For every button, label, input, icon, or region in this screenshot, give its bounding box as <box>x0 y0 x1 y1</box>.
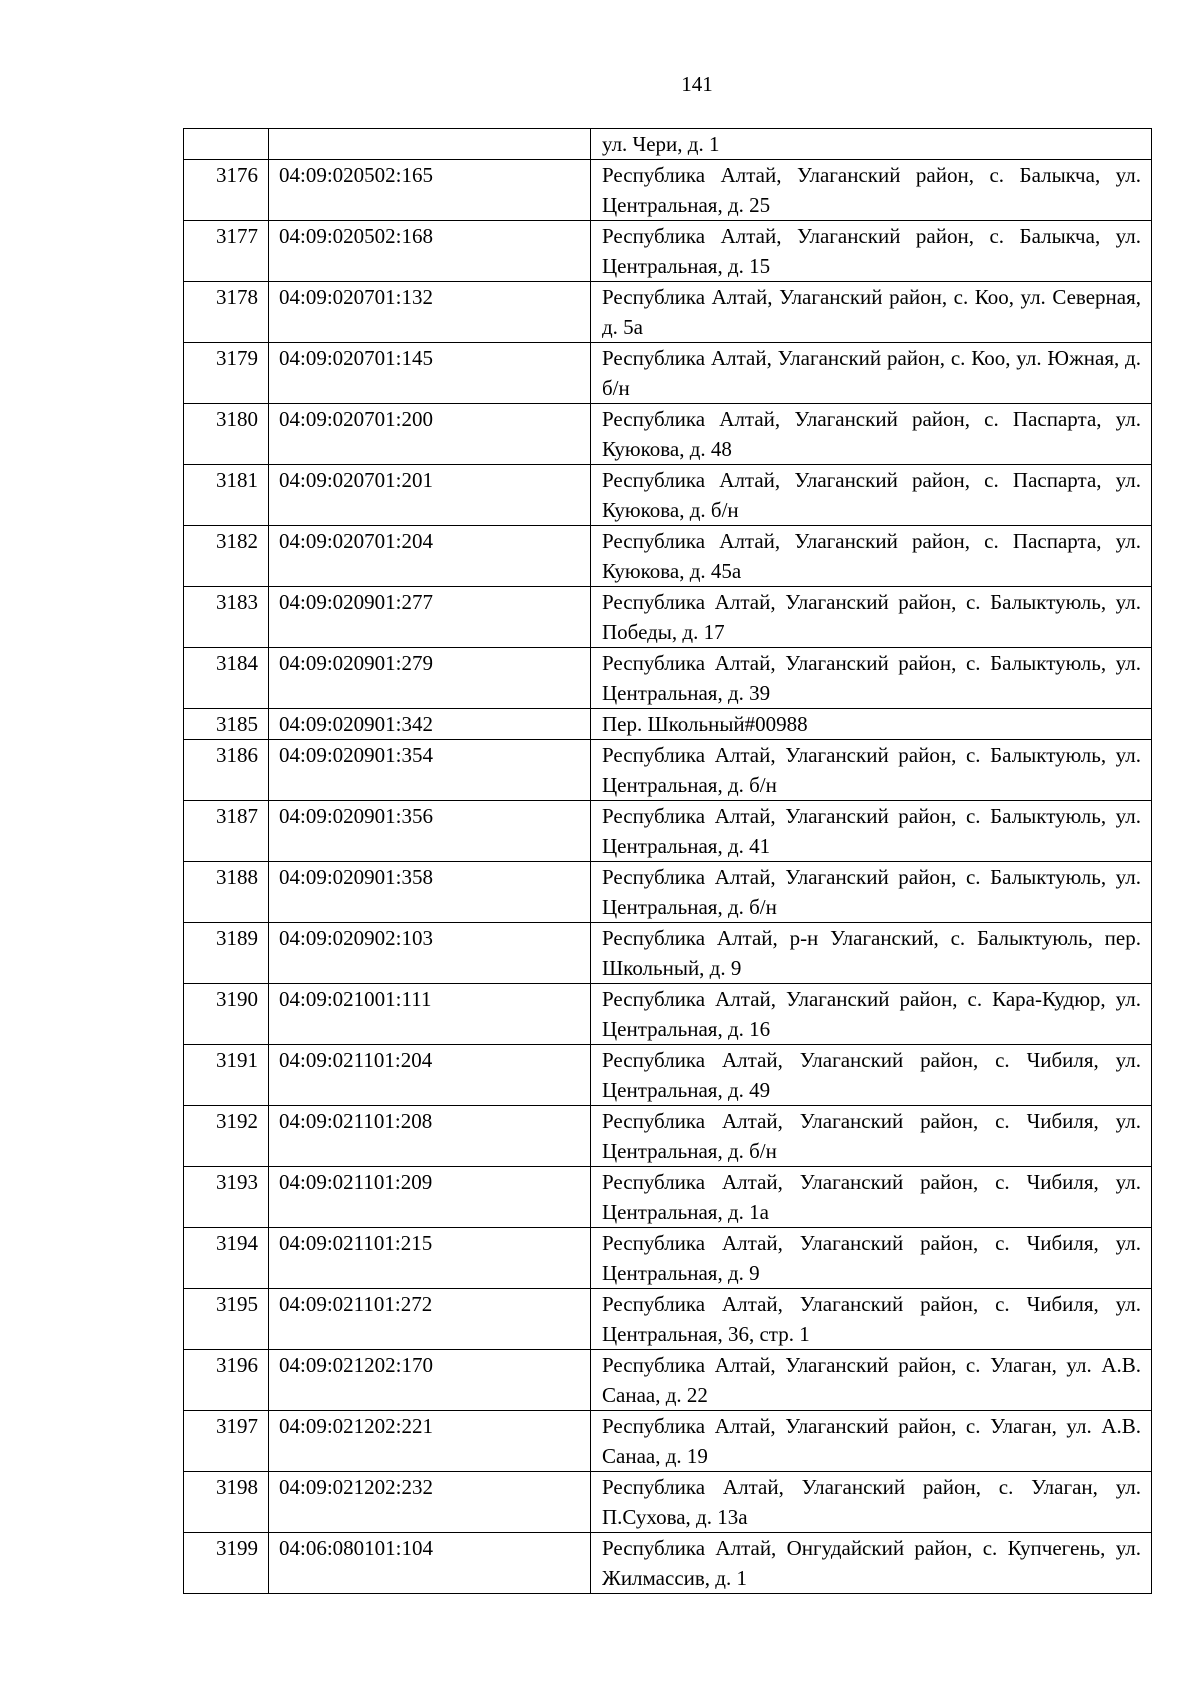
table-row <box>184 1472 1152 1533</box>
cadastral-number: 04:09:020902:103 <box>269 923 591 984</box>
cadastral-number: 04:09:021101:272 <box>269 1289 591 1350</box>
table-row <box>184 343 1152 404</box>
table-row <box>184 129 1152 160</box>
table-row <box>184 1106 1152 1167</box>
page-number: 141 <box>681 72 713 96</box>
address: Республика Алтай, Улаганский район, с. Чибиля, ул. Центральная, д. 1а <box>591 1167 1152 1228</box>
row-number: 3185 <box>184 709 269 740</box>
address: Республика Алтай, Улаганский район, с. Чибиля, ул. Центральная, 36, стр. 1 <box>591 1289 1152 1350</box>
address: Республика Алтай, Улаганский район, с. Балыктуюль, ул. Победы, д. 17 <box>591 587 1152 648</box>
table-row <box>184 740 1152 801</box>
row-number: 3194 <box>184 1228 269 1289</box>
cadastral-number: 04:09:021101:208 <box>269 1106 591 1167</box>
cadastral-number: 04:09:021101:204 <box>269 1045 591 1106</box>
cadastral-number: 04:09:020701:132 <box>269 282 591 343</box>
address: Республика Алтай, Улаганский район, с. Балыкча, ул. Центральная, д. 25 <box>591 160 1152 221</box>
table-row <box>184 801 1152 862</box>
cadastral-number: 04:09:021101:209 <box>269 1167 591 1228</box>
address: Республика Алтай, Улаганский район, с. Улаган, ул. П.Сухова, д. 13а <box>591 1472 1152 1533</box>
cadastral-number: 04:09:020701:204 <box>269 526 591 587</box>
address: Республика Алтай, Улаганский район, с. Улаган, ул. А.В. Санаа, д. 22 <box>591 1350 1152 1411</box>
property-table <box>183 128 1152 1594</box>
cadastral-number: 04:09:020701:201 <box>269 465 591 526</box>
address: Пер. Школьный#00988 <box>591 709 1152 740</box>
table-row <box>184 1411 1152 1472</box>
table-row <box>184 648 1152 709</box>
row-number: 3198 <box>184 1472 269 1533</box>
address: Республика Алтай, р-н Улаганский, с. Балыктуюль, пер. Школьный, д. 9 <box>591 923 1152 984</box>
table-row <box>184 1045 1152 1106</box>
cadastral-number: 04:09:020701:200 <box>269 404 591 465</box>
cadastral-number: 04:09:021101:215 <box>269 1228 591 1289</box>
row-number: 3197 <box>184 1411 269 1472</box>
row-number: 3176 <box>184 160 269 221</box>
property-table-body <box>184 129 1152 1594</box>
table-row <box>184 923 1152 984</box>
cadastral-number: 04:09:021202:232 <box>269 1472 591 1533</box>
row-number: 3192 <box>184 1106 269 1167</box>
row-number: 3186 <box>184 740 269 801</box>
row-number: 3179 <box>184 343 269 404</box>
address: Республика Алтай, Улаганский район, с. Паспарта, ул. Куюкова, д. б/н <box>591 465 1152 526</box>
row-number: 3196 <box>184 1350 269 1411</box>
cadastral-number: 04:09:020502:165 <box>269 160 591 221</box>
table-row <box>184 526 1152 587</box>
table-row <box>184 404 1152 465</box>
row-number: 3178 <box>184 282 269 343</box>
address: Республика Алтай, Улаганский район, с. Коо, ул. Северная, д. 5а <box>591 282 1152 343</box>
row-number: 3180 <box>184 404 269 465</box>
cadastral-number: 04:09:020901:279 <box>269 648 591 709</box>
cadastral-number: 04:06:080101:104 <box>269 1533 591 1594</box>
row-number: 3195 <box>184 1289 269 1350</box>
table-row <box>184 1228 1152 1289</box>
address: Республика Алтай, Улаганский район, с. Балыктуюль, ул. Центральная, д. 41 <box>591 801 1152 862</box>
table-row <box>184 984 1152 1045</box>
cadastral-number: 04:09:021001:111 <box>269 984 591 1045</box>
table-row <box>184 709 1152 740</box>
address: Республика Алтай, Улаганский район, с. Балыктуюль, ул. Центральная, д. б/н <box>591 862 1152 923</box>
address: Республика Алтай, Улаганский район, с. Чибиля, ул. Центральная, д. 49 <box>591 1045 1152 1106</box>
row-number <box>184 129 269 160</box>
row-number: 3187 <box>184 801 269 862</box>
table-row <box>184 862 1152 923</box>
row-number: 3181 <box>184 465 269 526</box>
address: Республика Алтай, Улаганский район, с. Улаган, ул. А.В. Санаа, д. 19 <box>591 1411 1152 1472</box>
cadastral-number: 04:09:021202:221 <box>269 1411 591 1472</box>
address: Республика Алтай, Улаганский район, с. Чибиля, ул. Центральная, д. б/н <box>591 1106 1152 1167</box>
table-row <box>184 1167 1152 1228</box>
row-number: 3191 <box>184 1045 269 1106</box>
row-number: 3182 <box>184 526 269 587</box>
address: Республика Алтай, Улаганский район, с. Паспарта, ул. Куюкова, д. 45а <box>591 526 1152 587</box>
row-number: 3190 <box>184 984 269 1045</box>
cadastral-number: 04:09:020901:277 <box>269 587 591 648</box>
address: Республика Алтай, Улаганский район, с. Балыкча, ул. Центральная, д. 15 <box>591 221 1152 282</box>
row-number: 3183 <box>184 587 269 648</box>
row-number: 3188 <box>184 862 269 923</box>
cadastral-number <box>269 129 591 160</box>
address: Республика Алтай, Улаганский район, с. Паспарта, ул. Куюкова, д. 48 <box>591 404 1152 465</box>
row-number: 3184 <box>184 648 269 709</box>
row-number: 3189 <box>184 923 269 984</box>
table-row <box>184 587 1152 648</box>
table-row <box>184 1533 1152 1594</box>
address: Республика Алтай, Улаганский район, с. Чибиля, ул. Центральная, д. 9 <box>591 1228 1152 1289</box>
cadastral-number: 04:09:020901:358 <box>269 862 591 923</box>
address: ул. Чери, д. 1 <box>591 129 1152 160</box>
table-row <box>184 221 1152 282</box>
address: Республика Алтай, Улаганский район, с. Кара-Кудюр, ул. Центральная, д. 16 <box>591 984 1152 1045</box>
address: Республика Алтай, Онгудайский район, с. Купчегень, ул. Жилмассив, д. 1 <box>591 1533 1152 1594</box>
row-number: 3199 <box>184 1533 269 1594</box>
table-row <box>184 1289 1152 1350</box>
address: Республика Алтай, Улаганский район, с. Балыктуюль, ул. Центральная, д. 39 <box>591 648 1152 709</box>
cadastral-number: 04:09:020502:168 <box>269 221 591 282</box>
row-number: 3193 <box>184 1167 269 1228</box>
cadastral-number: 04:09:020901:354 <box>269 740 591 801</box>
table-row <box>184 1350 1152 1411</box>
cadastral-number: 04:09:021202:170 <box>269 1350 591 1411</box>
row-number: 3177 <box>184 221 269 282</box>
table-row <box>184 282 1152 343</box>
cadastral-number: 04:09:020701:145 <box>269 343 591 404</box>
table-row <box>184 465 1152 526</box>
cadastral-number: 04:09:020901:356 <box>269 801 591 862</box>
table-row <box>184 160 1152 221</box>
address: Республика Алтай, Улаганский район, с. Балыктуюль, ул. Центральная, д. б/н <box>591 740 1152 801</box>
address: Республика Алтай, Улаганский район, с. Коо, ул. Южная, д. б/н <box>591 343 1152 404</box>
cadastral-number: 04:09:020901:342 <box>269 709 591 740</box>
